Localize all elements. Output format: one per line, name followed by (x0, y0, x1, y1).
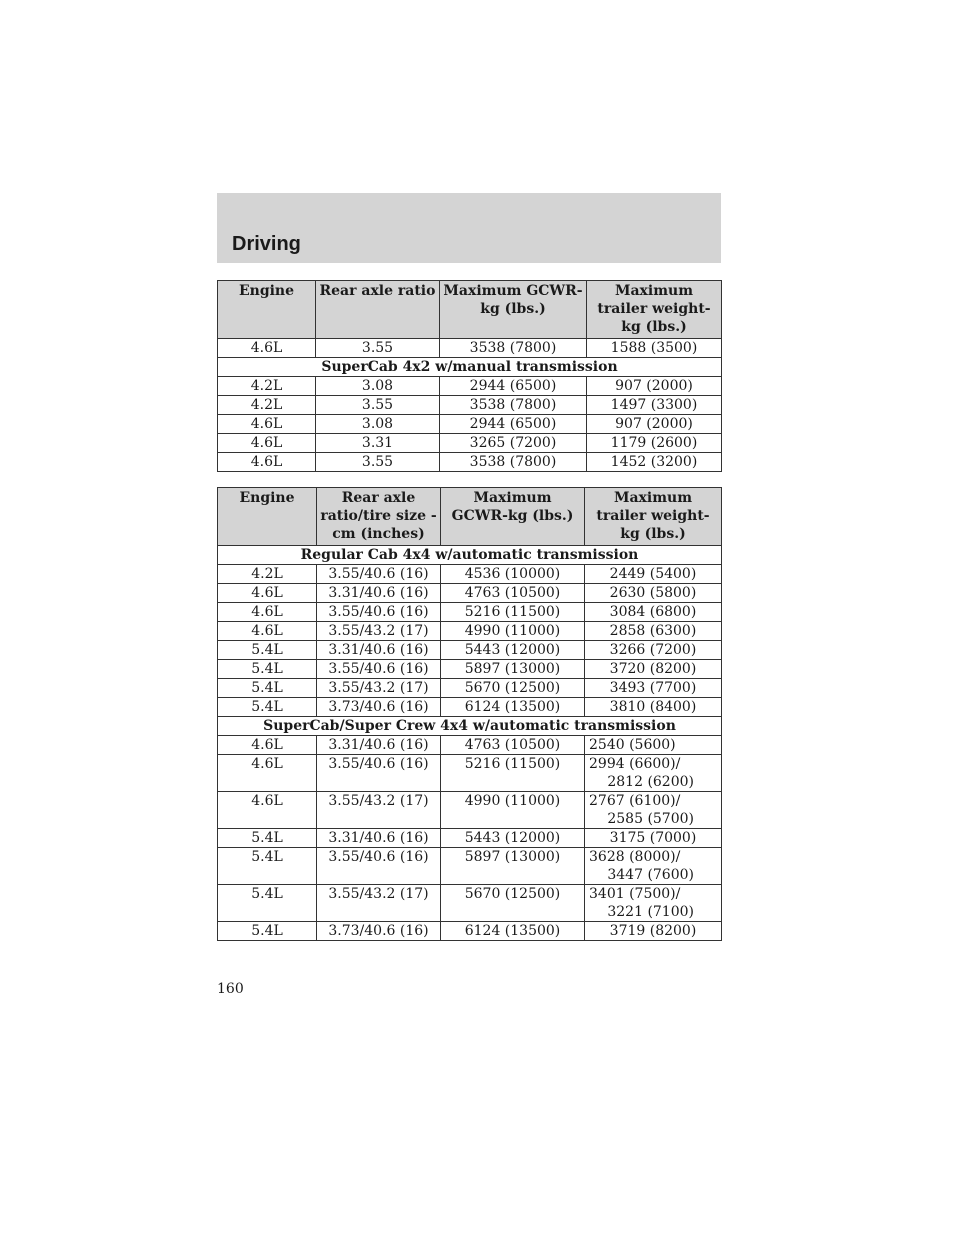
header-engine: Engine (218, 281, 316, 339)
gcwr-cell: 3538 (7800) (440, 453, 587, 472)
trailer-cell: 2630 (5800) (585, 584, 722, 603)
ratio-cell: 3.55/40.6 (16) (317, 565, 441, 584)
engine-cell: 4.6L (218, 434, 316, 453)
header-gcwr: Maximum GCWR-kg (lbs.) (441, 488, 585, 546)
table-row (218, 885, 722, 922)
engine-cell: 4.6L (218, 736, 317, 755)
table-row (218, 755, 722, 792)
ratio-cell: 3.55/43.2 (17) (317, 885, 441, 922)
table-header-row (218, 281, 722, 339)
header-gcwr: Maximum GCWR-kg (lbs.) (440, 281, 587, 339)
gcwr-cell: 6124 (13500) (441, 922, 585, 941)
table-row (218, 736, 722, 755)
ratio-cell: 3.55/40.6 (16) (317, 755, 441, 792)
trailer-cell: 2858 (6300) (585, 622, 722, 641)
header-rear-axle: Rear axle ratio (316, 281, 440, 339)
trailer-cell: 3084 (6800) (585, 603, 722, 622)
trailer-value-line2: 2585 (5700) (607, 811, 694, 827)
group-label: SuperCab/Super Crew 4x4 w/automatic transmission (218, 717, 722, 736)
ratio-cell: 3.55 (316, 453, 440, 472)
gcwr-cell: 2944 (6500) (440, 377, 587, 396)
ratio-cell: 3.55/40.6 (16) (317, 848, 441, 885)
trailer-value-line1: 3628 (8000)/ (589, 849, 681, 865)
table-row (218, 377, 722, 396)
engine-cell: 4.6L (218, 603, 317, 622)
engine-cell: 4.2L (218, 377, 316, 396)
engine-cell: 4.6L (218, 622, 317, 641)
header-rear-axle-tire: Rear axle ratio/tire size - cm (inches) (317, 488, 441, 546)
trailer-value-line2: 3447 (7600) (607, 867, 694, 883)
trailer-cell: 2540 (5600) (585, 736, 722, 755)
table-row (218, 848, 722, 885)
engine-cell: 5.4L (218, 829, 317, 848)
trailer-cell: 1452 (3200) (587, 453, 722, 472)
ratio-cell: 3.55/40.6 (16) (317, 603, 441, 622)
trailer-cell: 1179 (2600) (587, 434, 722, 453)
gcwr-cell: 5897 (13000) (441, 660, 585, 679)
towing-table-4x4-automatic (217, 487, 722, 941)
table-row (218, 396, 722, 415)
gcwr-cell: 5216 (11500) (441, 603, 585, 622)
engine-cell: 4.6L (218, 339, 316, 358)
header-trailer-weight: Maximum trailer weight-kg (lbs.) (587, 281, 722, 339)
trailer-value-line1: 3401 (7500)/ (589, 886, 681, 902)
trailer-value-line2: 2812 (6200) (607, 774, 694, 790)
ratio-cell: 3.31 (316, 434, 440, 453)
engine-cell: 5.4L (218, 885, 317, 922)
group-row (218, 358, 722, 377)
engine-cell: 5.4L (218, 641, 317, 660)
gcwr-cell: 3265 (7200) (440, 434, 587, 453)
ratio-cell: 3.55/43.2 (17) (317, 679, 441, 698)
trailer-cell: 907 (2000) (587, 415, 722, 434)
table-row (218, 641, 722, 660)
engine-cell: 4.6L (218, 792, 317, 829)
table-header-row (218, 488, 722, 546)
gcwr-cell: 3538 (7800) (440, 396, 587, 415)
gcwr-cell: 5670 (12500) (441, 885, 585, 922)
engine-cell: 4.6L (218, 584, 317, 603)
table-row (218, 434, 722, 453)
table-row (218, 603, 722, 622)
gcwr-cell: 4990 (11000) (441, 792, 585, 829)
trailer-value-line1: 2767 (6100)/ (589, 793, 681, 809)
page-number: 160 (217, 981, 244, 997)
ratio-cell: 3.31/40.6 (16) (317, 829, 441, 848)
gcwr-cell: 5670 (12500) (441, 679, 585, 698)
engine-cell: 4.6L (218, 415, 316, 434)
gcwr-cell: 4763 (10500) (441, 584, 585, 603)
engine-cell: 4.2L (218, 396, 316, 415)
section-header-band (217, 193, 721, 263)
gcwr-cell: 6124 (13500) (441, 698, 585, 717)
engine-cell: 5.4L (218, 660, 317, 679)
group-label: SuperCab 4x2 w/manual transmission (218, 358, 722, 377)
gcwr-cell: 5897 (13000) (441, 848, 585, 885)
table-row (218, 660, 722, 679)
engine-cell: 5.4L (218, 848, 317, 885)
engine-cell: 4.6L (218, 755, 317, 792)
trailer-cell: 1588 (3500) (587, 339, 722, 358)
trailer-cell: 3175 (7000) (585, 829, 722, 848)
trailer-cell: 3266 (7200) (585, 641, 722, 660)
gcwr-cell: 3538 (7800) (440, 339, 587, 358)
engine-cell: 5.4L (218, 679, 317, 698)
engine-cell: 4.6L (218, 453, 316, 472)
trailer-value-line1: 2994 (6600)/ (589, 756, 681, 772)
trailer-cell (585, 792, 722, 829)
ratio-cell: 3.55/43.2 (17) (317, 792, 441, 829)
table-row (218, 415, 722, 434)
trailer-cell: 3720 (8200) (585, 660, 722, 679)
table-row (218, 679, 722, 698)
table-row (218, 622, 722, 641)
table-row (218, 792, 722, 829)
trailer-cell: 3810 (8400) (585, 698, 722, 717)
table-row (218, 339, 722, 358)
trailer-cell: 2449 (5400) (585, 565, 722, 584)
gcwr-cell: 4763 (10500) (441, 736, 585, 755)
gcwr-cell: 5443 (12000) (441, 641, 585, 660)
ratio-cell: 3.73/40.6 (16) (317, 698, 441, 717)
trailer-cell: 3719 (8200) (585, 922, 722, 941)
group-row (218, 717, 722, 736)
ratio-cell: 3.08 (316, 377, 440, 396)
group-label: Regular Cab 4x4 w/automatic transmission (218, 546, 722, 565)
header-trailer-weight: Maximum trailer weight-kg (lbs.) (585, 488, 722, 546)
trailer-cell: 3493 (7700) (585, 679, 722, 698)
group-row (218, 546, 722, 565)
engine-cell: 5.4L (218, 698, 317, 717)
engine-cell: 4.2L (218, 565, 317, 584)
gcwr-cell: 2944 (6500) (440, 415, 587, 434)
ratio-cell: 3.08 (316, 415, 440, 434)
ratio-cell: 3.55/43.2 (17) (317, 622, 441, 641)
ratio-cell: 3.31/40.6 (16) (317, 641, 441, 660)
header-engine: Engine (218, 488, 317, 546)
gcwr-cell: 4536 (10000) (441, 565, 585, 584)
trailer-cell (585, 755, 722, 792)
trailer-cell (585, 848, 722, 885)
section-title: Driving (232, 233, 301, 255)
trailer-cell (585, 885, 722, 922)
trailer-cell: 907 (2000) (587, 377, 722, 396)
gcwr-cell: 5216 (11500) (441, 755, 585, 792)
table-row (218, 829, 722, 848)
table-row (218, 565, 722, 584)
trailer-cell: 1497 (3300) (587, 396, 722, 415)
ratio-cell: 3.55 (316, 339, 440, 358)
ratio-cell: 3.55/40.6 (16) (317, 660, 441, 679)
table-row (218, 584, 722, 603)
gcwr-cell: 4990 (11000) (441, 622, 585, 641)
towing-table-manual (217, 280, 722, 472)
ratio-cell: 3.31/40.6 (16) (317, 584, 441, 603)
ratio-cell: 3.73/40.6 (16) (317, 922, 441, 941)
trailer-value-line2: 3221 (7100) (607, 904, 694, 920)
ratio-cell: 3.55 (316, 396, 440, 415)
table-row (218, 453, 722, 472)
table-row (218, 922, 722, 941)
table-row (218, 698, 722, 717)
gcwr-cell: 5443 (12000) (441, 829, 585, 848)
engine-cell: 5.4L (218, 922, 317, 941)
ratio-cell: 3.31/40.6 (16) (317, 736, 441, 755)
